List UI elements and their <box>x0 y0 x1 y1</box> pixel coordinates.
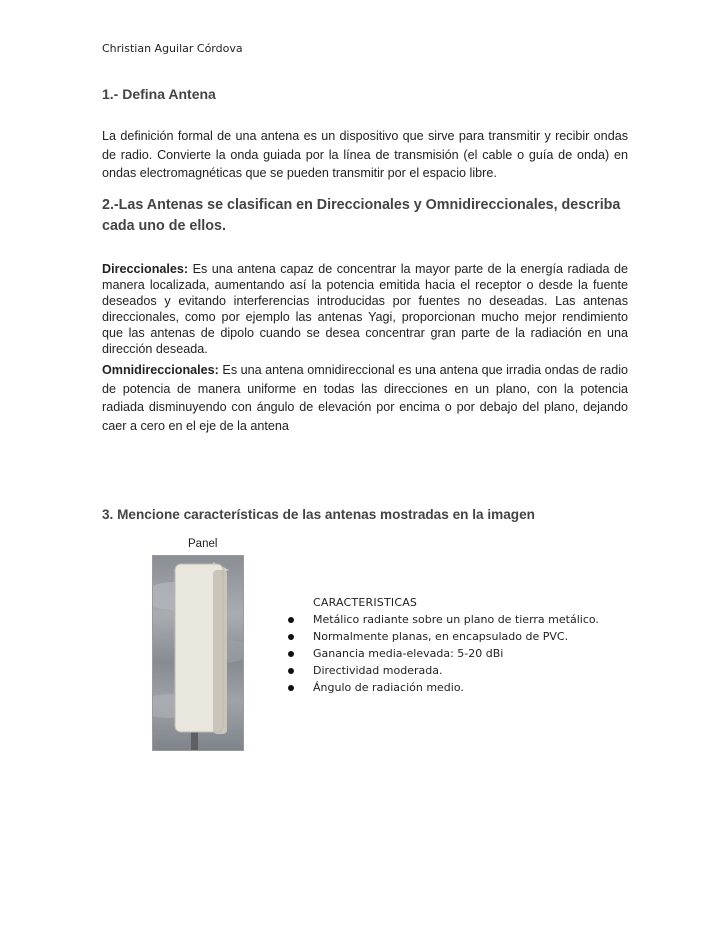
feature-item <box>285 611 599 628</box>
directional-text: Es una antena capaz de concentrar la mayor parte de la energía radiada de manera localizada, aumentando así la potencia emitida hacia el receptor o desde la fuente deseados y evitando interferencias introducidas por fuentes no deseadas. Las antenas direccionales, como por ejemplo las antenas Yagi, proporcionan mucho mejor rendimiento que las antenas de dipolo cuando se desea concentrar gran parte de la radiación en una dirección deseada. <box>102 262 628 356</box>
omnidirectional-paragraph <box>102 361 628 435</box>
features-list <box>285 611 599 696</box>
page-header-author: Christian Aguilar Córdova <box>102 42 243 55</box>
feature-item <box>285 628 599 645</box>
bullet-icon <box>288 651 294 657</box>
omnidirectional-text: Es una antena omnidireccional es una antena que irradia ondas de radio de potencia de manera uniforme en todas las direcciones en un plano, con la potencia radiada disminuyendo con ángulo de elevación por encima o por debajo del plano, dejando caer a cero en el eje de la antena <box>102 363 629 433</box>
panel-antenna-illustration <box>153 556 243 750</box>
feature-item <box>285 679 599 696</box>
panel-antenna-figure <box>152 538 244 749</box>
section-2-heading: 2.-Las Antenas se clasifican en Direccionales y Omnidireccionales, describa cada uno de ellos. <box>102 197 621 234</box>
bullet-icon <box>288 634 294 640</box>
features-title: CARACTERISTICAS <box>313 596 418 609</box>
feature-text: Ganancia media-elevada: 5-20 dBi <box>313 647 504 660</box>
directional-term: Direccionales: <box>102 262 189 276</box>
features-block <box>285 594 599 696</box>
panel-antenna-photo <box>152 555 244 751</box>
bullet-icon <box>288 617 294 623</box>
section-1-heading: 1.- Defina Antena <box>102 86 216 102</box>
figure-caption: Panel <box>188 538 218 550</box>
feature-text: Directividad moderada. <box>313 664 443 677</box>
section-1-paragraph: La definición formal de una antena es un dispositivo que sirve para transmitir y recibir ondas de radio. Convierte la onda guiada por la línea de transmisión (el cable o guía de onda) en ondas electromagnéticas que se pueden transmitir por el espacio libre. <box>102 129 628 180</box>
section-3-heading: 3. Mencione características de las antenas mostradas en la imagen <box>102 507 535 522</box>
feature-text: Metálico radiante sobre un plano de tierra metálico. <box>313 613 599 626</box>
bullet-icon <box>288 668 294 674</box>
directional-paragraph <box>102 261 628 357</box>
bullet-icon <box>288 685 294 691</box>
feature-text: Normalmente planas, en encapsulado de PVC. <box>313 630 569 643</box>
feature-item <box>285 662 599 679</box>
feature-item <box>285 645 599 662</box>
omnidirectional-term: Omnidireccionales: <box>102 363 219 377</box>
feature-text: Ángulo de radiación medio. <box>313 681 464 694</box>
